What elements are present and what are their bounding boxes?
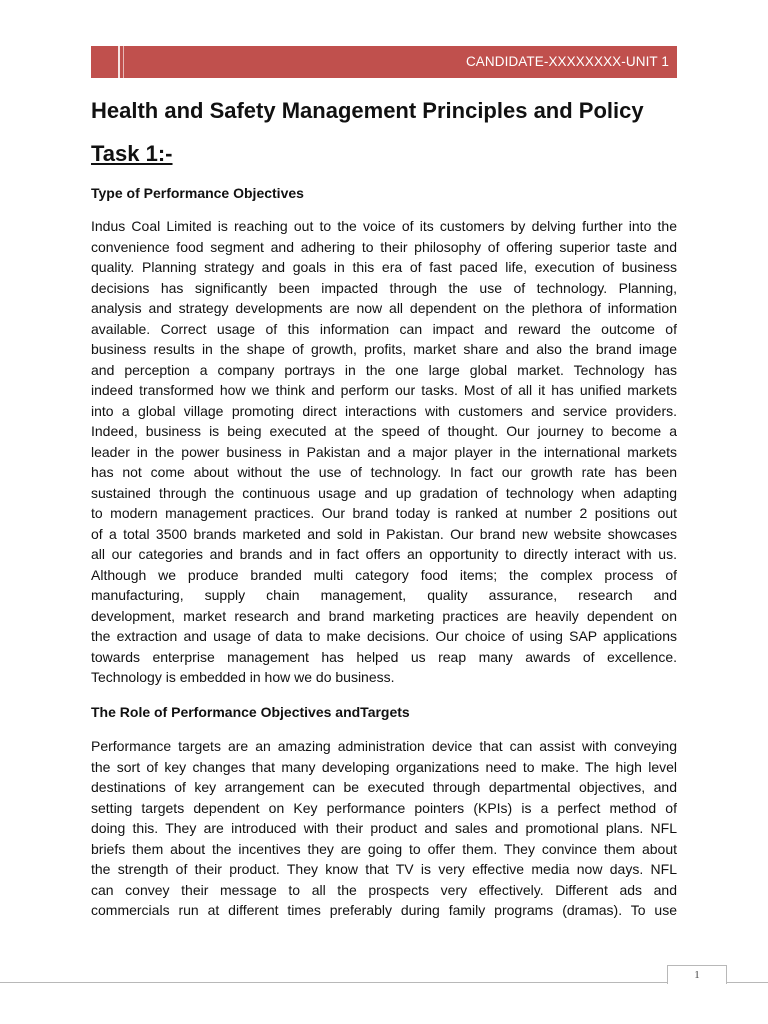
section-heading-role-of-objectives: The Role of Performance Objectives andTargets <box>91 704 410 720</box>
paragraph-line: quality. Planning strategy and goals in this era of fast paced life, execution of business <box>91 259 677 275</box>
paragraph-line: development, market research and brand marketing practices are heavily dependent on <box>91 607 677 624</box>
paragraph-line: decisions has significantly been impacted through the use of technology. Planning, <box>91 279 677 296</box>
footer-rule <box>0 982 768 983</box>
task-heading: Task 1:- <box>91 141 173 166</box>
paragraph-line: into a global village promoting direct interactions with customers and service providers. <box>91 402 677 419</box>
header-divider <box>118 46 120 78</box>
paragraph-line: all our categories and brands and in fact offers an opportunity to directly interact with us. <box>91 546 677 562</box>
section-heading-performance-objectives: Type of Performance Objectives <box>91 185 304 201</box>
paragraph-line: leader in the power business in Pakistan and a major player in the international markets <box>91 443 677 460</box>
paragraph-line: convenience food segment and adhering to their philosophy of offering superior taste and <box>91 238 677 255</box>
paragraph-line: available. Correct usage of this information can impact and reward the outcome of <box>91 320 677 337</box>
paragraph-line: towards enterprise management has helped us reap many awards of excellence. <box>91 648 677 665</box>
paragraph-line: doing this. They are introduced with their product and sales and promotional plans. NFL <box>91 820 677 836</box>
paragraph-line: business results in the shape of growth, profits, market share and also the brand image <box>91 341 677 357</box>
paragraph-line: briefs them about the incentives they are going to offer them. They convince them about <box>91 840 677 857</box>
paragraph-line: has not come about without the use of technology. In fact our growth rate has been <box>91 464 677 480</box>
page-number: 1 <box>694 969 700 981</box>
paragraph-line: the strength of their product. They know that TV is very effective media now days. NFL <box>91 861 677 877</box>
paragraph-line: to modern management practices. Our brand today is ranked at number 2 positions out <box>91 505 677 521</box>
paragraph-line: the extraction and usage of data to make decisions. Our choice of using SAP applications <box>91 628 677 644</box>
header-bar <box>91 46 677 78</box>
paragraph-line: Indeed, business is being executed at the speed of thought. Our journey to become a <box>91 423 677 439</box>
paragraph-performance-objectives <box>91 216 677 688</box>
paragraph-line: can convey their message to all the prospects very effectively. Different ads and <box>91 881 677 898</box>
paragraph-line: the sort of key changes that many developing organizations need to make. The high level <box>91 758 677 775</box>
paragraph-line: Performance targets are an amazing administration device that can assist with conveying <box>91 738 677 754</box>
candidate-label: CANDIDATE-XXXXXXXX-UNIT 1 <box>465 54 669 69</box>
paragraph-line: destinations of key arrangement can be executed through departmental objectives, and <box>91 779 677 795</box>
paragraph-line: of a total 3500 brands marketed and sold in Pakistan. Our brand new website showcases <box>91 525 677 542</box>
paragraph-line: and perception a company portrays in the one large global market. Technology has <box>91 361 677 378</box>
paragraph-line: indeed transformed how we think and perform our tasks. Most of all it has unified markets <box>91 382 677 398</box>
header-divider-thin <box>123 46 124 78</box>
page-number-box <box>667 965 727 984</box>
paragraph-line: Technology is embedded in how we do business. <box>91 669 395 685</box>
paragraph-line: setting targets dependent on Key performance pointers (KPIs) is a perfect method of <box>91 799 677 816</box>
document-title: Health and Safety Management Principles and Policy <box>91 98 644 123</box>
paragraph-line: commercials run at different times preferably during family programs (dramas). To use <box>91 902 677 918</box>
paragraph-line: Indus Coal Limited is reaching out to the voice of its customers by delving further into the <box>91 218 677 234</box>
paragraph-line: analysis and strategy developments are now all dependent on the plethora of information <box>91 300 677 316</box>
paragraph-line: sustained through the continuous usage and up gradation of technology when adapting <box>91 484 677 501</box>
paragraph-line: manufacturing, supply chain management, quality assurance, research and <box>91 587 677 603</box>
paragraph-line: Although we produce branded multi category food items; the complex process of <box>91 566 677 583</box>
paragraph-role-of-objectives <box>91 736 677 921</box>
